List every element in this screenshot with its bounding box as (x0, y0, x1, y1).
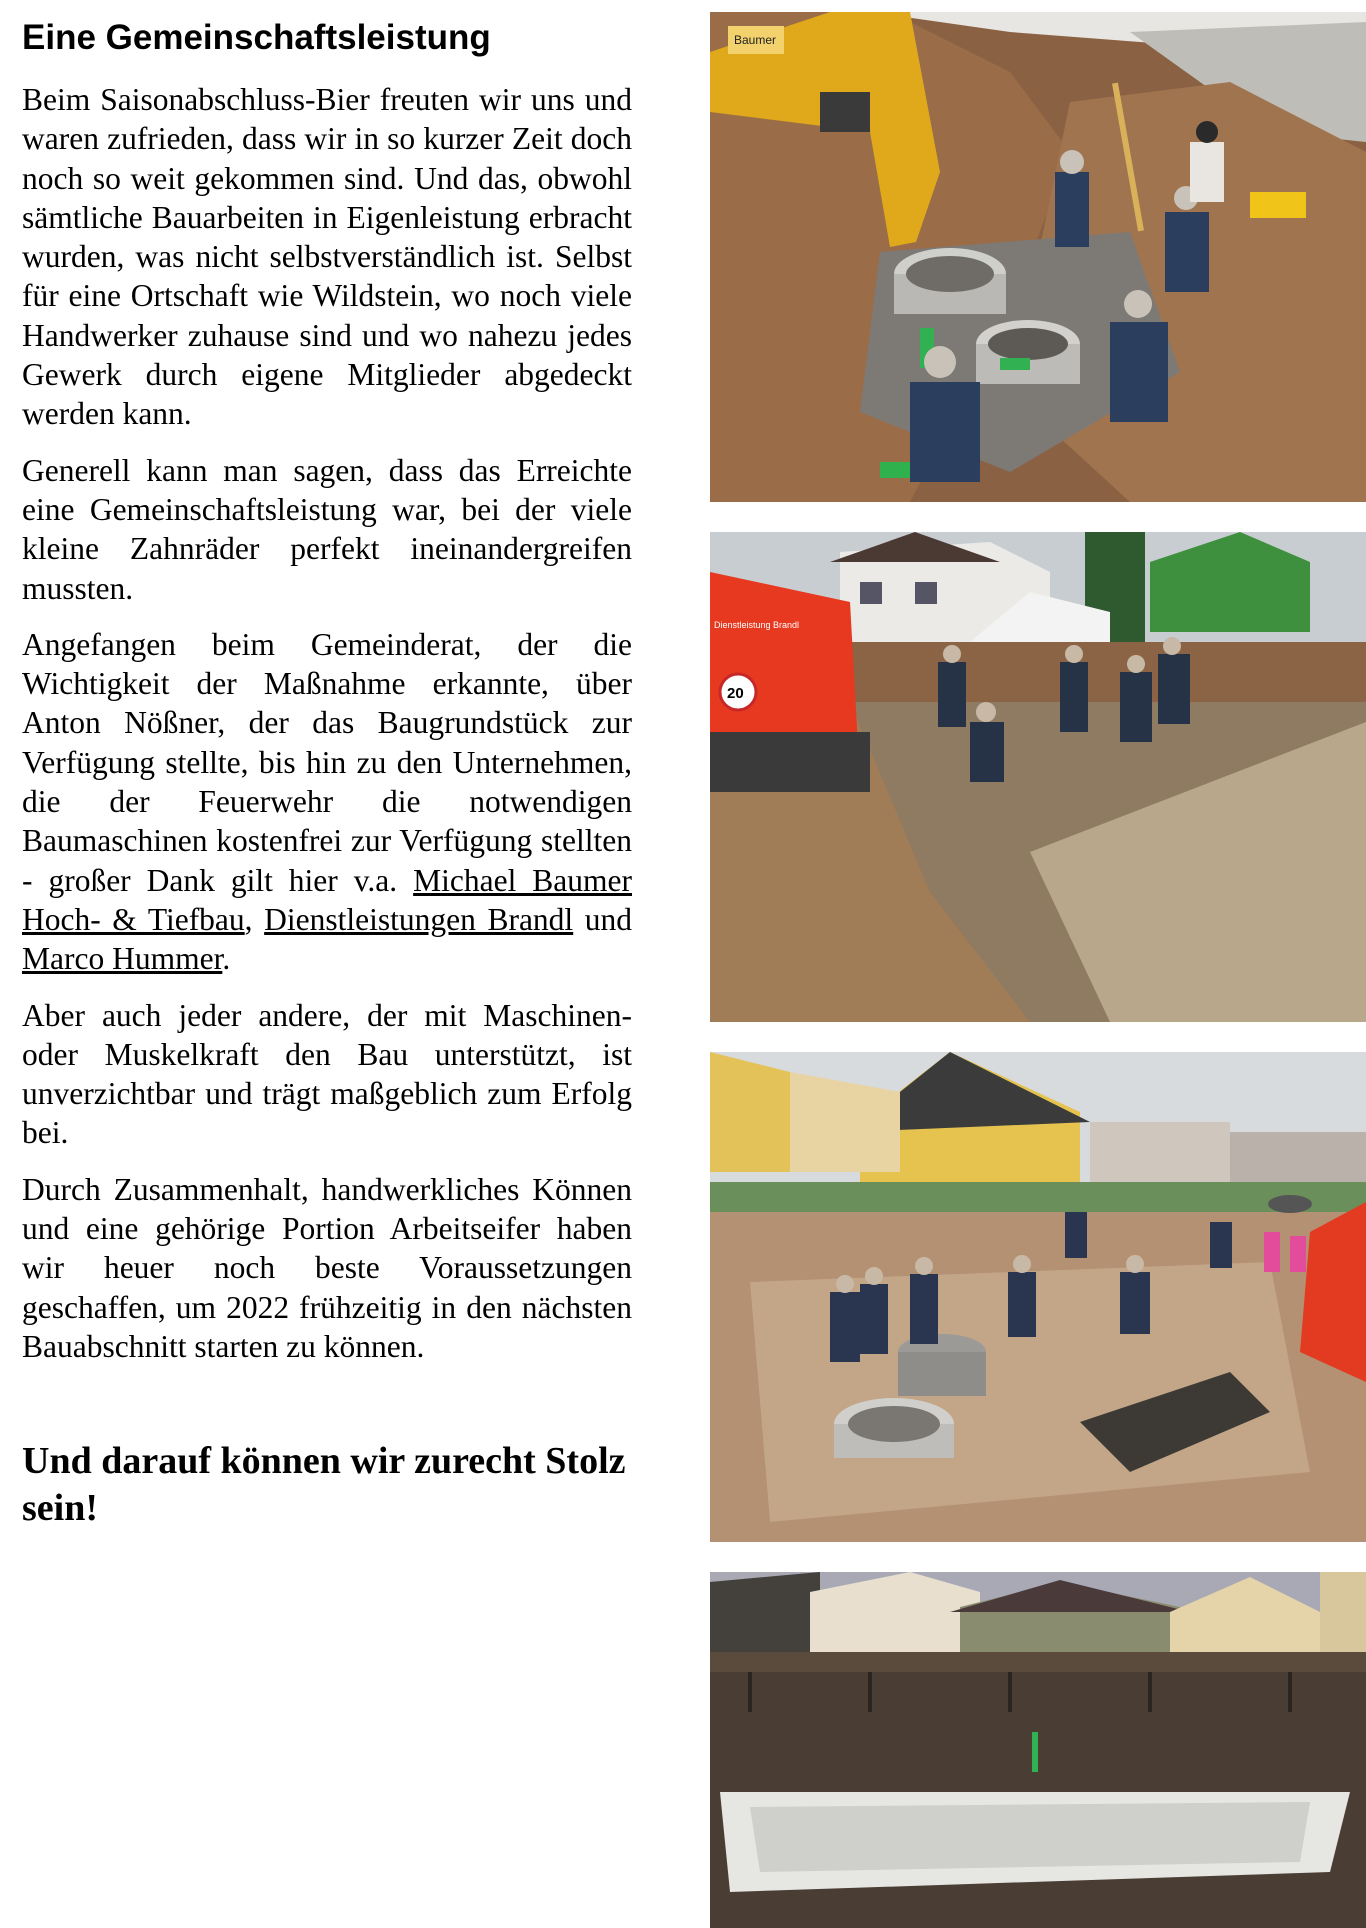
article-title: Eine Gemeinschaftsleistung (22, 18, 491, 57)
photo-gravel-leveling (710, 532, 1366, 1022)
photo-village-shaft-rings (710, 1052, 1366, 1542)
period: . (222, 941, 231, 977)
vehicle-sign-text: Dienstleistung Brandl (714, 620, 800, 630)
separator: , (244, 901, 265, 937)
paragraph-support: Aber auch jeder andere, der mit Maschinen- oder Muskelkraft den Bau unterstützt, ist unverzichtbar und trägt maßgeblich zum Erfolg bei. (22, 997, 632, 1151)
separator: und (573, 901, 633, 937)
paragraph-outlook: Durch Zusammenhalt, handwerkliches Können und eine gehörige Portion Arbeitseifer haben wir heuer noch beste Voraussetzungen geschaffen, um 2022 frühzeitig in den nächsten Bauabschnitt starten zu können. (22, 1171, 632, 1364)
paragraph-thanks (22, 625, 632, 979)
company-link-hummer: Marco Hummer (22, 941, 223, 977)
photo-village-shaft-rings-drawing (710, 1052, 1366, 1542)
article-text-column (22, 14, 632, 1532)
paragraph-community-effort: Generell kann man sagen, dass das Erreichte eine Gemeinschaftsleistung war, bei der viele kleine Zahnräder perfekt ineinandergreifen mussten. (22, 452, 632, 606)
company-link-brandl: Dienstleistungen Brandl (264, 901, 574, 937)
excavator-sign: Baumer (734, 33, 777, 47)
photo-excavation-shaft-drawing (710, 12, 1366, 502)
photo-covered-foundation (710, 1572, 1366, 1928)
speed-sign-text: 20 (727, 685, 744, 702)
company-link-baumer: Michael Baumer Hoch- & Tiefbau (22, 862, 633, 937)
paragraph-thanks-text: Angefangen beim Gemeinderat, der die Wichtigkeit der Maßnahme erkannte, über Anton Nößner, der das Baugrundstück zur Verfügung stellte, bis hin zu den Unternehmen, die der Feuerwehr die notwendigen Baumaschinen kostenfrei zur Verfügung stellten - großer Dank gilt hier v.a. (22, 626, 632, 898)
paragraph-season-end: Beim Saisonabschluss-Bier freuten wir uns und waren zufrieden, dass wir in so kurzer Zeit doch noch so weit gekommen sind. Und das, obwohl sämtliche Bauarbeiten in Eigenleistung erbracht wurden, was nicht selbstverständlich ist. Selbst für eine Ortschaft wie Wildstein, wo noch viele Handwerker zuhause sind und wo nahezu jedes Gewerk durch eigene Mitglieder abgedeckt werden kann. (22, 82, 632, 432)
photo-excavation-shaft (710, 12, 1366, 502)
photo-covered-foundation-drawing (710, 1572, 1366, 1928)
photo-gravel-leveling-drawing (710, 532, 1366, 1022)
closing-statement: Und darauf können wir zurecht Stolz sein! (22, 1440, 626, 1530)
